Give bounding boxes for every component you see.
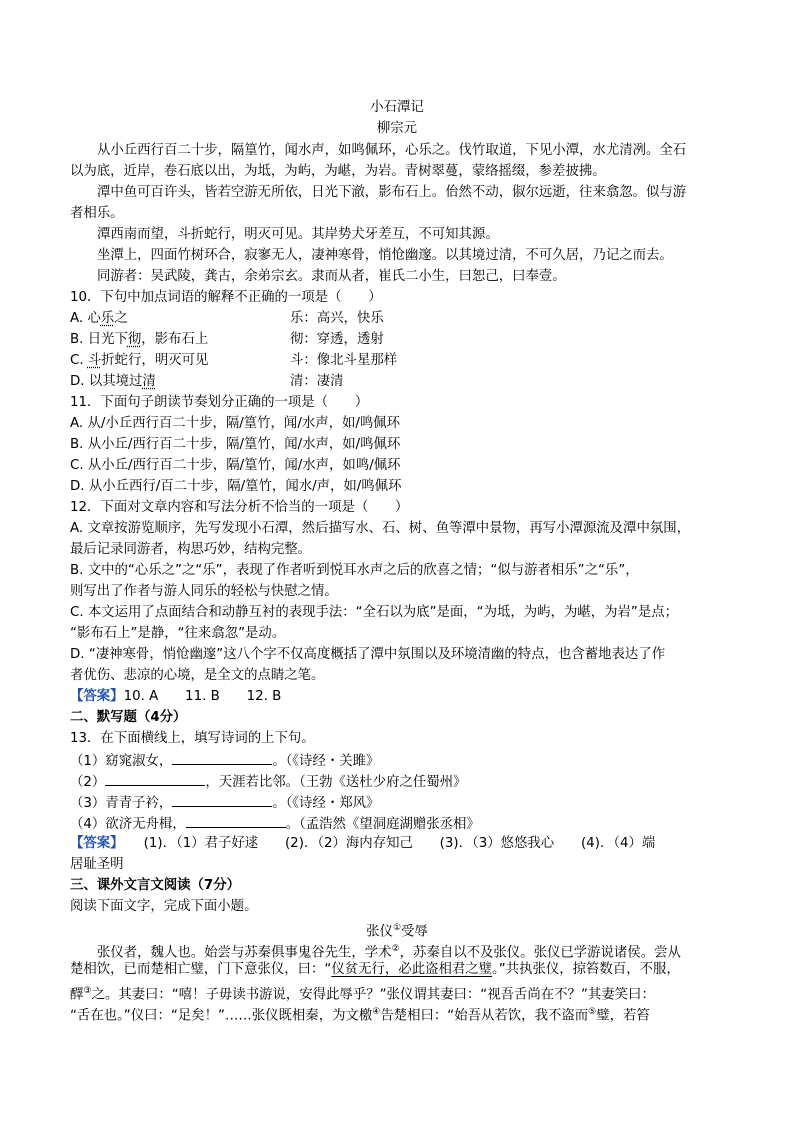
- question-11-stem: 11．下面句子朗读节奏划分正确的一项是（ ）: [70, 395, 369, 410]
- passage-paragraph: “舌在也。”仪曰：“足矣！”……张仪既相秦，为文檄④告楚相曰：“始吾从若饮，我不盗而⑤璧，若笞: [70, 1007, 650, 1024]
- dotted-word: 彻: [127, 332, 142, 347]
- option-gloss: 斗：像北斗星那样: [290, 353, 398, 368]
- passage-paragraph: 潭西南而望，斗折蛇行，明灭可见。其岸势犬牙差互，不可知其源。: [97, 227, 499, 242]
- q12-option-a-cont: 最后记录同游者，构思巧妙，结构完整。: [70, 542, 312, 557]
- section-heading: 三、课外文言文阅读（7分）: [70, 878, 241, 893]
- answer-tag: 【答案】: [70, 836, 117, 851]
- q12-option-b: B. 文中的“心乐之”之“乐”，表现了作者听到悦耳水声之后的欣喜之情；“似与游者相乐”之“乐”，: [70, 563, 639, 578]
- q11-option-a: A. 从/小丘西行百二十步，隔/篁竹，闻/水声，如/鸣佩环: [70, 416, 401, 431]
- option-text: 心乐之: [87, 311, 128, 326]
- underlined-sentence: 仪贫无行，必此盗相君之璧: [331, 962, 493, 977]
- passage-title: 小石潭记: [370, 100, 424, 115]
- q10-option-d: [70, 372, 730, 392]
- answer-text-cont: 居耻圣明: [70, 857, 124, 872]
- section-intro: 阅读下面文字，完成下面小题。: [70, 899, 258, 914]
- option-gloss: 清：凄清: [290, 374, 344, 389]
- question-12-stem: 12．下面对文章内容和写法分析不恰当的一项是（ ）: [70, 500, 409, 515]
- q12-option-c: C. 本文运用了点面结合和动静互衬的表现手法：“全石以为底”是面，“为坻，为屿，为嵁，为岩”是点；: [70, 605, 679, 620]
- answer-line: [70, 834, 730, 854]
- q12-option-d-cont: 者优伤、悲凉的心境，是全文的点睛之笔。: [70, 668, 325, 683]
- passage-paragraph: 楚相饮，已而楚相亡璧，门下意张仪，曰：“仪贫无行，必此盗相君之璧。”共执张仪，掠笞数百，不服，: [70, 962, 680, 977]
- answer-blank[interactable]: [172, 750, 272, 765]
- fill-line-2: （2） ，天涯若比邻。（王勃《送杜少府之任蜀州》: [70, 771, 730, 793]
- option-letter: D.: [70, 374, 85, 389]
- option-letter: B.: [70, 332, 84, 347]
- passage-paragraph: 醳③之。其妻曰：“嘻！子毋读书游说，安得此辱乎？”张仪谓其妻曰：“视吾舌尚在不？”其妻笑曰：: [70, 986, 655, 1003]
- answer-text: 10. A 11. B 12. B: [123, 689, 282, 704]
- dotted-word: 斗: [87, 353, 102, 368]
- passage-paragraph: 同游者：吴武陵，龚古，余弟宗玄。隶而从者，崔氏二小生，曰恕己，曰奉壹。: [97, 269, 566, 284]
- q12-option-d: D. “凄神寒骨，悄怆幽邃”这八个字不仅高度概括了潭中氛围以及环境清幽的特点，也含蓄地表达了作: [70, 647, 666, 662]
- passage-paragraph: 从小丘西行百二十步，隔篁竹，闻水声，如鸣佩环，心乐之。伐竹取道，下见小潭，水尤清冽。全石: [97, 143, 687, 158]
- passage-paragraph: 张仪者，魏人也。始尝与苏秦俱事鬼谷先生，学术②，苏秦自以不及张仪。张仪已学游说诸侯。尝从: [97, 944, 681, 961]
- passage-author: 柳宗元: [376, 121, 418, 136]
- question-13-stem: 13．在下面横线上，填写诗词的上下句。: [70, 731, 315, 746]
- option-text: 以其境过清: [88, 374, 156, 389]
- q11-option-c: C. 从小丘/西行百二十步，隔/篁竹，闻/水声，如鸣/佩环: [70, 458, 401, 473]
- answer-blank[interactable]: [186, 813, 286, 828]
- passage-paragraph: 潭中鱼可百许头，皆若空游无所依，日光下澈，影布石上。佁然不动，俶尔远逝，往来翕忽。似与游: [97, 185, 687, 200]
- answer-blank[interactable]: [172, 792, 272, 807]
- passage-title: 张仪①受辱: [366, 923, 428, 940]
- fill-line-1: （1）窈窕淑女， 。（《诗经・关雎》: [70, 750, 730, 772]
- passage-paragraph: 者相乐。: [70, 206, 124, 221]
- option-letter: A.: [70, 311, 84, 326]
- dotted-word: 清: [142, 374, 156, 389]
- q10-option-b: [70, 330, 730, 350]
- answer-line: [70, 687, 730, 707]
- q11-option-b: B. 从小丘/西行百二十步，隔/篁竹，闻/水声，如/鸣佩环: [70, 437, 401, 452]
- passage-paragraph: 坐潭上，四面竹树环合，寂寥无人，凄神寒骨，悄怆幽邃。以其境过清，不可久居，乃记之而去。: [97, 248, 673, 263]
- answer-tag: 【答案】: [70, 689, 124, 704]
- question-10-stem: 10．下句中加点词语的解释不正确的一项是（ ）: [70, 290, 382, 305]
- answer-blank[interactable]: [105, 771, 205, 786]
- q10-option-a: [70, 309, 730, 329]
- q11-option-d: D. 从小丘西行/百二十步，隔/篁竹，闻水/声，如/鸣佩环: [70, 479, 402, 494]
- option-gloss: 彻：穿透，透射: [290, 332, 384, 347]
- q12-option-a: A. 文章按游览顺序，先写发现小石潭，然后描写水、石、树、鱼等潭中景物，再写小潭源流及潭中氛围，: [70, 521, 691, 536]
- q12-option-c-cont: “影布石上”是静，“往来翕忽”是动。: [70, 626, 286, 641]
- fill-line-3: （3）青青子衿， 。（《诗经・郑风》: [70, 792, 730, 814]
- option-text: 日光下彻，影布石上: [87, 332, 209, 347]
- passage-paragraph: 以为底，近岸，卷石底以出，为坻，为屿，为嵁，为岩。青树翠蔓，蒙络摇缀，参差披拂。: [70, 164, 606, 179]
- q10-option-c: [70, 351, 730, 371]
- answer-text: (1)．（1）君子好逑 (2)．（2）海内存知己 (3)．（3）悠悠我心 (4)．（4）端: [116, 836, 656, 851]
- option-text: 斗折蛇行，明灭可见: [87, 353, 209, 368]
- fill-line-4: （4）欲济无舟楫， 。（孟浩然《望洞庭湖赠张丞相》: [70, 813, 730, 835]
- q12-option-b-cont: 则写出了作者与游人同乐的轻松与快慰之情。: [70, 584, 338, 599]
- option-letter: C.: [70, 353, 84, 368]
- dotted-word: 乐: [100, 311, 115, 326]
- section-heading: 二、默写题（4分）: [70, 710, 187, 725]
- option-gloss: 乐：高兴，快乐: [290, 311, 384, 326]
